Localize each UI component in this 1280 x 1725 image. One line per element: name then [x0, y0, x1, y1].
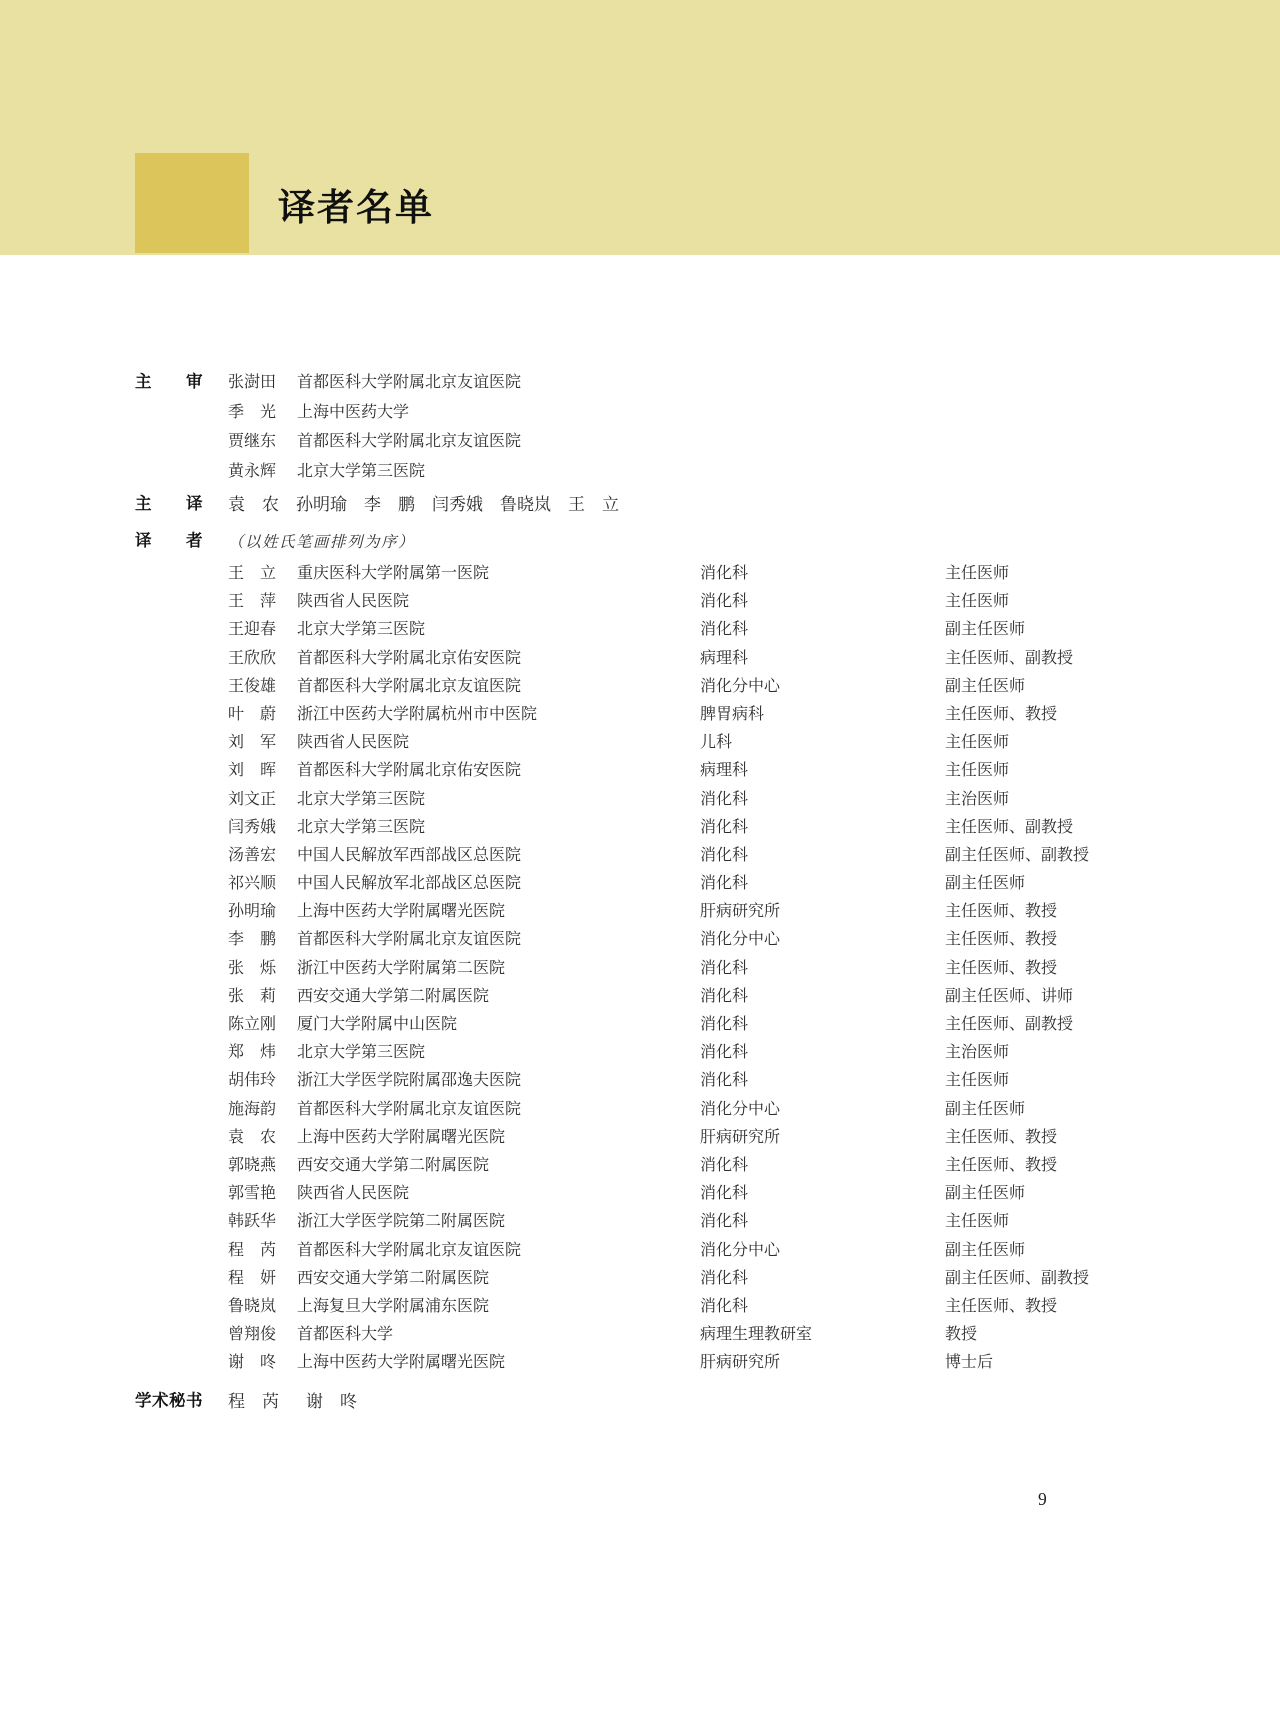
institution: 西安交通大学第二附属医院	[297, 1269, 490, 1287]
translators-label: 译 者	[135, 532, 203, 550]
table-row	[228, 1067, 1089, 1095]
person-name: 张 烁	[228, 959, 277, 977]
institution: 中国人民解放军西部战区总医院	[297, 846, 522, 864]
department: 消化分中心	[700, 1100, 781, 1118]
department: 消化科	[700, 818, 749, 836]
table-row	[228, 842, 1089, 870]
job-title: 主任医师	[945, 593, 1010, 611]
job-title: 主任医师、副教授	[945, 818, 1074, 836]
chief-reviewers-label: 主 审	[135, 373, 203, 391]
institution: 首都医科大学附属北京友谊医院	[297, 433, 522, 450]
department: 消化科	[700, 987, 749, 1005]
person-name: 王欣欣	[228, 649, 277, 667]
table-row	[228, 645, 1089, 673]
department: 肝病研究所	[700, 903, 781, 921]
department: 消化科	[700, 1213, 749, 1231]
job-title: 主任医师、副教授	[945, 649, 1074, 667]
institution: 北京大学第三医院	[297, 790, 426, 808]
chief-translators-section	[135, 490, 636, 519]
person-name: 程 芮	[228, 1241, 277, 1259]
institution: 浙江大学医学院附属邵逸夫医院	[297, 1072, 522, 1090]
department: 消化科	[700, 1185, 749, 1203]
table-row	[228, 673, 1089, 701]
department: 消化科	[700, 846, 749, 864]
department: 消化科	[700, 875, 749, 893]
table-row	[228, 588, 1089, 616]
department: 消化科	[700, 1044, 749, 1062]
department: 消化科	[700, 1269, 749, 1287]
department: 儿科	[700, 734, 733, 752]
table-row	[228, 757, 1089, 785]
department: 消化分中心	[700, 677, 781, 695]
department: 病理科	[700, 649, 749, 667]
institution: 陕西省人民医院	[297, 1185, 410, 1203]
table-row	[228, 955, 1089, 983]
job-title: 主任医师、教授	[945, 959, 1058, 977]
person-name: 郭晓燕	[228, 1156, 277, 1174]
person-name: 陈立刚	[228, 1016, 277, 1033]
person-name: 孙明瑜	[228, 903, 277, 921]
person-name: 刘 晖	[228, 762, 277, 780]
person-name: 施海韵	[228, 1100, 277, 1118]
job-title: 副主任医师	[945, 1241, 1026, 1259]
chapter-banner	[0, 0, 1280, 255]
department: 消化科	[700, 1072, 749, 1090]
table-row	[228, 1237, 1089, 1265]
person-name: 刘文正	[228, 790, 277, 808]
person-name: 汤善宏	[228, 846, 277, 864]
department: 消化科	[700, 959, 749, 977]
person-name: 王迎春	[228, 621, 277, 639]
institution: 厦门大学附属中山医院	[297, 1016, 458, 1033]
department: 消化科	[700, 1297, 749, 1315]
job-title: 副主任医师、讲师	[945, 987, 1074, 1005]
department: 消化科	[700, 621, 749, 639]
table-row	[228, 870, 1089, 898]
job-title: 副主任医师、副教授	[945, 1269, 1090, 1287]
institution: 首都医科大学附属北京佑安医院	[297, 762, 522, 780]
job-title: 副主任医师	[945, 875, 1026, 893]
institution: 首都医科大学附属北京佑安医院	[297, 649, 522, 667]
job-title: 副主任医师	[945, 1185, 1026, 1203]
department: 消化科	[700, 1016, 749, 1033]
job-title: 主任医师、教授	[945, 1128, 1058, 1146]
person-name: 程 芮	[228, 1392, 279, 1411]
person-name: 胡伟玲	[228, 1072, 277, 1090]
institution: 北京大学第三医院	[297, 1044, 426, 1062]
chief-translators-names	[228, 495, 636, 514]
department: 消化科	[700, 565, 749, 582]
department: 消化科	[700, 790, 749, 808]
person-name: 李 鹏	[364, 495, 415, 514]
person-name: 王 萍	[228, 593, 277, 611]
accent-square	[135, 153, 249, 253]
translators-sort-note: （以姓氏笔画排列为序）	[228, 534, 416, 551]
job-title: 教授	[945, 1326, 978, 1344]
job-title: 副主任医师	[945, 677, 1026, 695]
page-title: 译者名单	[278, 187, 434, 228]
person-name: 谢 咚	[228, 1354, 277, 1372]
person-name: 孙明瑜	[296, 495, 347, 514]
person-name: 袁 农	[228, 495, 279, 514]
institution: 上海中医药大学附属曙光医院	[297, 1354, 506, 1372]
person-name: 程 妍	[228, 1269, 277, 1287]
institution: 首都医科大学附属北京友谊医院	[297, 677, 522, 695]
person-name: 叶 蔚	[228, 705, 277, 723]
person-name: 季 光	[228, 403, 277, 421]
person-name: 鲁晓岚	[228, 1297, 277, 1315]
department: 脾胃病科	[700, 705, 765, 723]
table-row	[228, 1011, 1089, 1039]
job-title: 主任医师	[945, 565, 1010, 582]
person-name: 黄永辉	[228, 462, 277, 480]
table-row	[228, 786, 1089, 814]
institution: 陕西省人民医院	[297, 734, 410, 752]
person-name: 鲁晓岚	[500, 495, 551, 514]
institution: 浙江大学医学院第二附属医院	[297, 1213, 506, 1231]
institution: 北京大学第三医院	[297, 818, 426, 836]
department: 消化科	[700, 593, 749, 611]
table-row	[228, 983, 1089, 1011]
department: 肝病研究所	[700, 1354, 781, 1372]
reviewer-row	[135, 457, 700, 487]
job-title: 主任医师、教授	[945, 931, 1058, 949]
table-row	[228, 560, 1089, 588]
job-title: 副主任医师	[945, 1100, 1026, 1118]
institution: 西安交通大学第二附属医院	[297, 1156, 490, 1174]
institution: 上海中医药大学附属曙光医院	[297, 1128, 506, 1146]
translators-table	[228, 560, 1089, 1377]
institution: 上海中医药大学附属曙光医院	[297, 903, 506, 921]
reviewer-row	[135, 398, 700, 428]
job-title: 主治医师	[945, 1044, 1010, 1062]
department: 消化科	[700, 1156, 749, 1174]
person-name: 贾继东	[228, 433, 277, 450]
job-title: 主任医师	[945, 734, 1010, 752]
job-title: 主任医师	[945, 1072, 1010, 1090]
table-row	[228, 1349, 1089, 1377]
table-row	[228, 701, 1089, 729]
institution: 陕西省人民医院	[297, 593, 410, 611]
table-row	[228, 729, 1089, 757]
secretaries-names	[228, 1392, 384, 1411]
person-name: 王俊雄	[228, 677, 277, 695]
institution: 首都医科大学附属北京友谊医院	[297, 374, 522, 391]
department: 病理生理教研室	[700, 1326, 813, 1344]
table-row	[228, 1265, 1089, 1293]
job-title: 主任医师、教授	[945, 903, 1058, 921]
person-name: 刘 军	[228, 734, 277, 752]
department: 消化分中心	[700, 931, 781, 949]
institution: 重庆医科大学附属第一医院	[297, 565, 490, 582]
table-row	[228, 1124, 1089, 1152]
institution: 上海中医药大学	[297, 403, 410, 421]
job-title: 主任医师、教授	[945, 705, 1058, 723]
person-name: 谢 咚	[306, 1392, 357, 1411]
reviewer-row	[135, 427, 700, 457]
secretaries-label: 学术秘书	[135, 1392, 203, 1410]
institution: 首都医科大学	[297, 1326, 394, 1344]
secretaries-section	[135, 1387, 384, 1416]
job-title: 主治医师	[945, 790, 1010, 808]
department: 病理科	[700, 762, 749, 780]
table-row	[228, 1293, 1089, 1321]
page-number: 9	[1038, 1489, 1047, 1509]
person-name: 祁兴顺	[228, 875, 277, 893]
institution: 上海复旦大学附属浦东医院	[297, 1297, 490, 1315]
chief-translators-label: 主 译	[135, 495, 203, 513]
table-row	[228, 616, 1089, 644]
person-name: 张澍田	[228, 374, 277, 391]
person-name: 袁 农	[228, 1128, 277, 1146]
institution: 首都医科大学附属北京友谊医院	[297, 1241, 522, 1259]
table-row	[228, 814, 1089, 842]
person-name: 张 莉	[228, 987, 277, 1005]
person-name: 韩跃华	[228, 1213, 277, 1231]
institution: 北京大学第三医院	[297, 621, 426, 639]
table-row	[228, 898, 1089, 926]
chief-reviewers-section	[135, 368, 700, 486]
job-title: 主任医师、教授	[945, 1297, 1058, 1315]
job-title: 主任医师、教授	[945, 1156, 1058, 1174]
institution: 浙江中医药大学附属杭州市中医院	[297, 705, 538, 723]
person-name: 李 鹏	[228, 931, 277, 949]
department: 肝病研究所	[700, 1128, 781, 1146]
table-row	[228, 1039, 1089, 1067]
table-row	[228, 1180, 1089, 1208]
reviewer-row	[135, 368, 700, 398]
institution: 西安交通大学第二附属医院	[297, 987, 490, 1005]
person-name: 郑 炜	[228, 1044, 277, 1062]
department: 消化分中心	[700, 1241, 781, 1259]
table-row	[228, 1096, 1089, 1124]
job-title: 主任医师	[945, 1213, 1010, 1231]
translators-header	[135, 527, 415, 556]
job-title: 副主任医师、副教授	[945, 846, 1090, 864]
table-row	[228, 1152, 1089, 1180]
person-name: 王 立	[228, 565, 277, 582]
person-name: 郭雪艳	[228, 1185, 277, 1203]
table-row	[228, 926, 1089, 954]
institution: 北京大学第三医院	[297, 462, 426, 480]
institution: 中国人民解放军北部战区总医院	[297, 875, 522, 893]
table-row	[228, 1208, 1089, 1236]
institution: 浙江中医药大学附属第二医院	[297, 959, 506, 977]
person-name: 曾翔俊	[228, 1326, 277, 1344]
institution: 首都医科大学附属北京友谊医院	[297, 931, 522, 949]
job-title: 副主任医师	[945, 621, 1026, 639]
institution: 首都医科大学附属北京友谊医院	[297, 1100, 522, 1118]
job-title: 主任医师	[945, 762, 1010, 780]
table-row	[228, 1321, 1089, 1349]
job-title: 博士后	[945, 1354, 994, 1372]
person-name: 王 立	[568, 495, 619, 514]
person-name: 闫秀娥	[228, 818, 277, 836]
person-name: 闫秀娥	[432, 495, 483, 514]
job-title: 主任医师、副教授	[945, 1016, 1074, 1033]
